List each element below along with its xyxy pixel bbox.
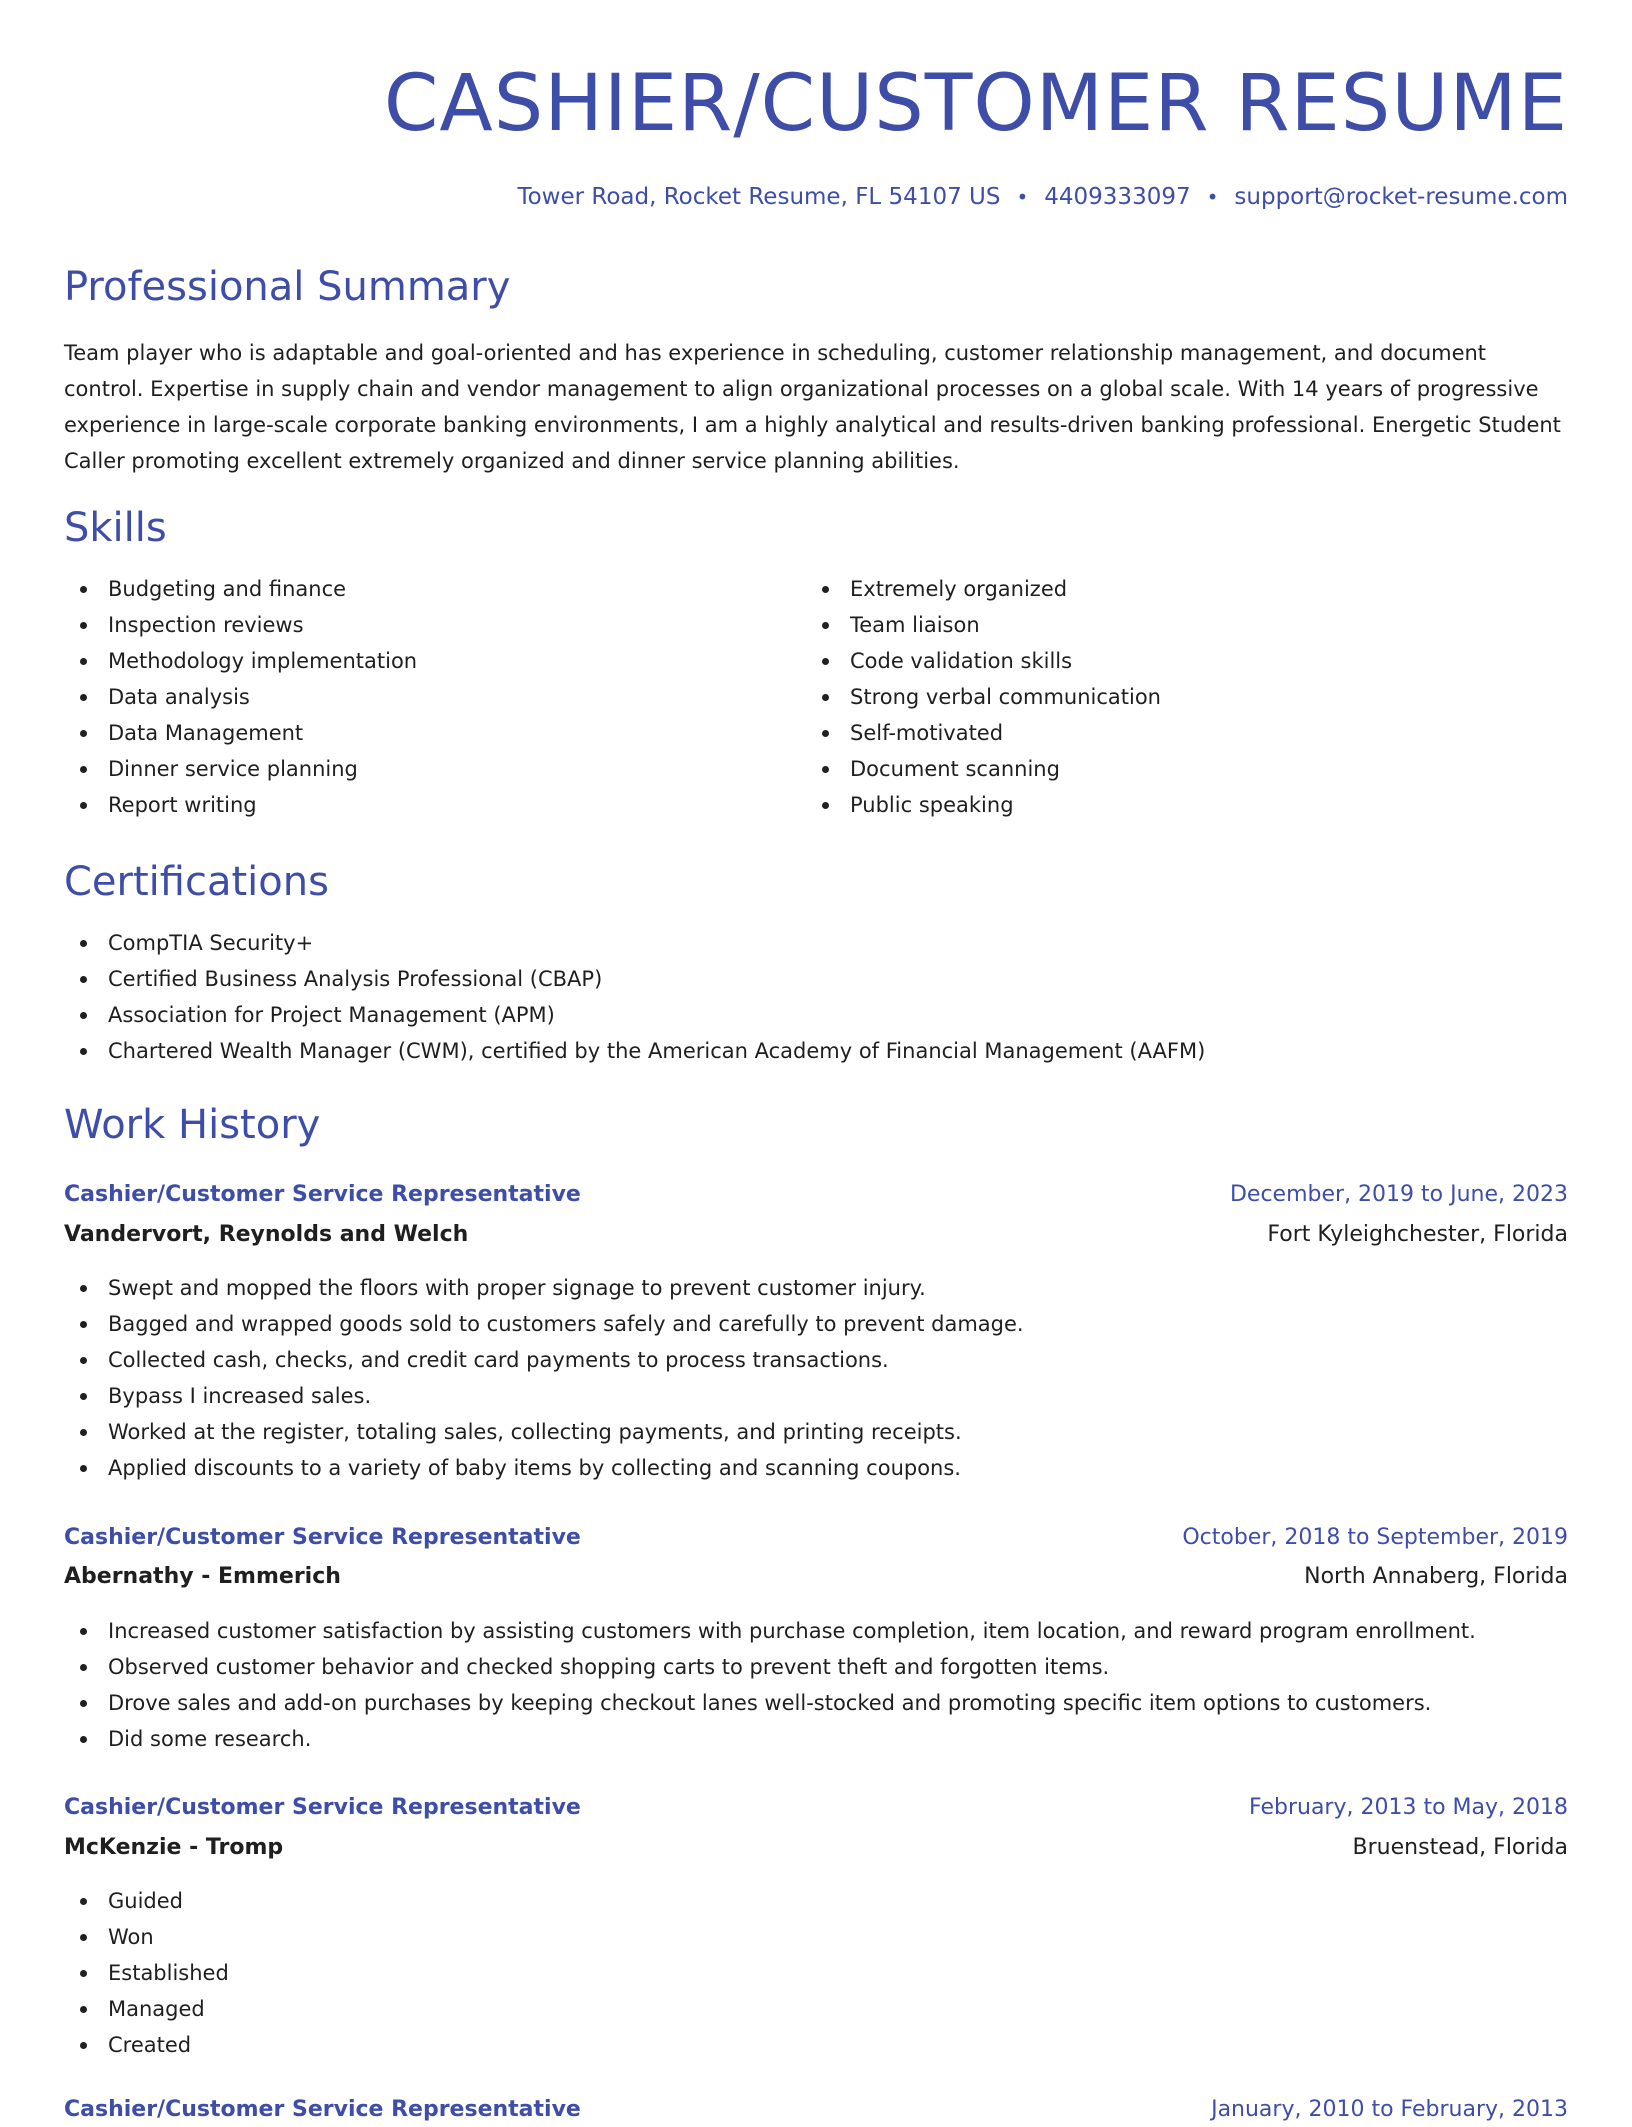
job-duties-list <box>64 1613 1476 1757</box>
job-duty-item: Applied discounts to a variety of baby items by collecting and scanning coupons. <box>64 1450 1024 1486</box>
skill-item: Report writing <box>64 787 417 823</box>
resume-name: CASHIER/CUSTOMER RESUME <box>383 59 1568 149</box>
job-duty-item: Did some research. <box>64 1721 1476 1757</box>
job-location: Fort Kyleighchester, Florida <box>1267 1222 1568 1247</box>
certification-item: Chartered Wealth Manager (CWM), certified by the American Academy of Financial Management (AAFM) <box>64 1033 1205 1069</box>
certification-item: CompTIA Security+ <box>64 925 1205 961</box>
work-history-heading: Work History <box>64 1102 321 1148</box>
certification-item: Association for Project Management (APM) <box>64 997 1205 1033</box>
skill-item: Data Management <box>64 715 417 751</box>
skill-item: Dinner service planning <box>64 751 417 787</box>
job-duty-item: Won <box>64 1919 229 1955</box>
skill-item: Code validation skills <box>806 643 1161 679</box>
job-duties-list <box>64 1270 1024 1486</box>
skill-item: Budgeting and finance <box>64 571 417 607</box>
skill-item: Extremely organized <box>806 571 1161 607</box>
skill-item: Team liaison <box>806 607 1161 643</box>
job-duty-item: Observed customer behavior and checked shopping carts to prevent theft and forgotten items. <box>64 1649 1476 1685</box>
contact-separator: • <box>1016 185 1029 209</box>
job-duty-item: Worked at the register, totaling sales, collecting payments, and printing receipts. <box>64 1414 1024 1450</box>
job-title: Cashier/Customer Service Representative <box>64 1525 581 1550</box>
skill-item: Document scanning <box>806 751 1161 787</box>
job-title: Cashier/Customer Service Representative <box>64 1795 581 1820</box>
skills-list-right <box>806 571 1161 823</box>
job-duty-item: Established <box>64 1955 229 1991</box>
contact-line <box>517 180 1568 214</box>
job-title: Cashier/Customer Service Representative <box>64 1182 581 1207</box>
skill-item: Inspection reviews <box>64 607 417 643</box>
job-company: McKenzie - Tromp <box>64 1835 284 1860</box>
contact-email: support@rocket-resume.com <box>1234 184 1568 210</box>
skill-item: Methodology implementation <box>64 643 417 679</box>
contact-separator: • <box>1206 185 1219 209</box>
skill-item: Public speaking <box>806 787 1161 823</box>
certifications-heading: Certifications <box>64 859 329 905</box>
contact-phone: 4409333097 <box>1044 184 1191 210</box>
job-dates: February, 2013 to May, 2018 <box>1249 1795 1568 1820</box>
job-duty-item: Guided <box>64 1883 229 1919</box>
certification-item: Certified Business Analysis Professional (CBAP) <box>64 961 1205 997</box>
job-duty-item: Created <box>64 2027 229 2063</box>
job-dates: October, 2018 to September, 2019 <box>1182 1525 1568 1550</box>
job-duty-item: Bypass I increased sales. <box>64 1378 1024 1414</box>
job-duty-item: Swept and mopped the floors with proper signage to prevent customer injury. <box>64 1270 1024 1306</box>
job-company: Vandervort, Reynolds and Welch <box>64 1222 469 1247</box>
contact-address: Tower Road, Rocket Resume, FL 54107 US <box>517 184 1001 210</box>
job-dates: December, 2019 to June, 2023 <box>1229 1182 1568 1207</box>
skill-item: Self-motivated <box>806 715 1161 751</box>
job-dates: January, 2010 to February, 2013 <box>1211 2097 1568 2122</box>
skills-list-left <box>64 571 417 823</box>
skill-item: Data analysis <box>64 679 417 715</box>
certifications-list <box>64 925 1205 1069</box>
job-location: North Annaberg, Florida <box>1304 1564 1568 1589</box>
job-duty-item: Collected cash, checks, and credit card payments to process transactions. <box>64 1342 1024 1378</box>
job-duties-list <box>64 1883 229 2063</box>
skill-item: Strong verbal communication <box>806 679 1161 715</box>
job-duty-item: Managed <box>64 1991 229 2027</box>
job-title: Cashier/Customer Service Representative <box>64 2097 581 2122</box>
job-location: Bruenstead, Florida <box>1352 1835 1568 1860</box>
skills-heading: Skills <box>64 505 167 551</box>
summary-heading: Professional Summary <box>64 264 511 310</box>
job-duty-item: Bagged and wrapped goods sold to customers safely and carefully to prevent damage. <box>64 1306 1024 1342</box>
summary-text: Team player who is adaptable and goal-oriented and has experience in scheduling, customer relationship management, and document control. Expertise in supply chain and vendor management to align organizational processes on a global scale. With 14 years of progressive experience in large-scale corporate banking environments, I am a highly analytical and results-driven banking professional. Energetic Student Caller promoting excellent extremely organized and dinner service planning abilities. <box>64 341 1561 473</box>
job-company: Abernathy - Emmerich <box>64 1564 341 1589</box>
job-duty-item: Increased customer satisfaction by assisting customers with purchase completion, item location, and reward program enrollment. <box>64 1613 1476 1649</box>
job-duty-item: Drove sales and add-on purchases by keeping checkout lanes well-stocked and promoting specific item options to customers. <box>64 1685 1476 1721</box>
